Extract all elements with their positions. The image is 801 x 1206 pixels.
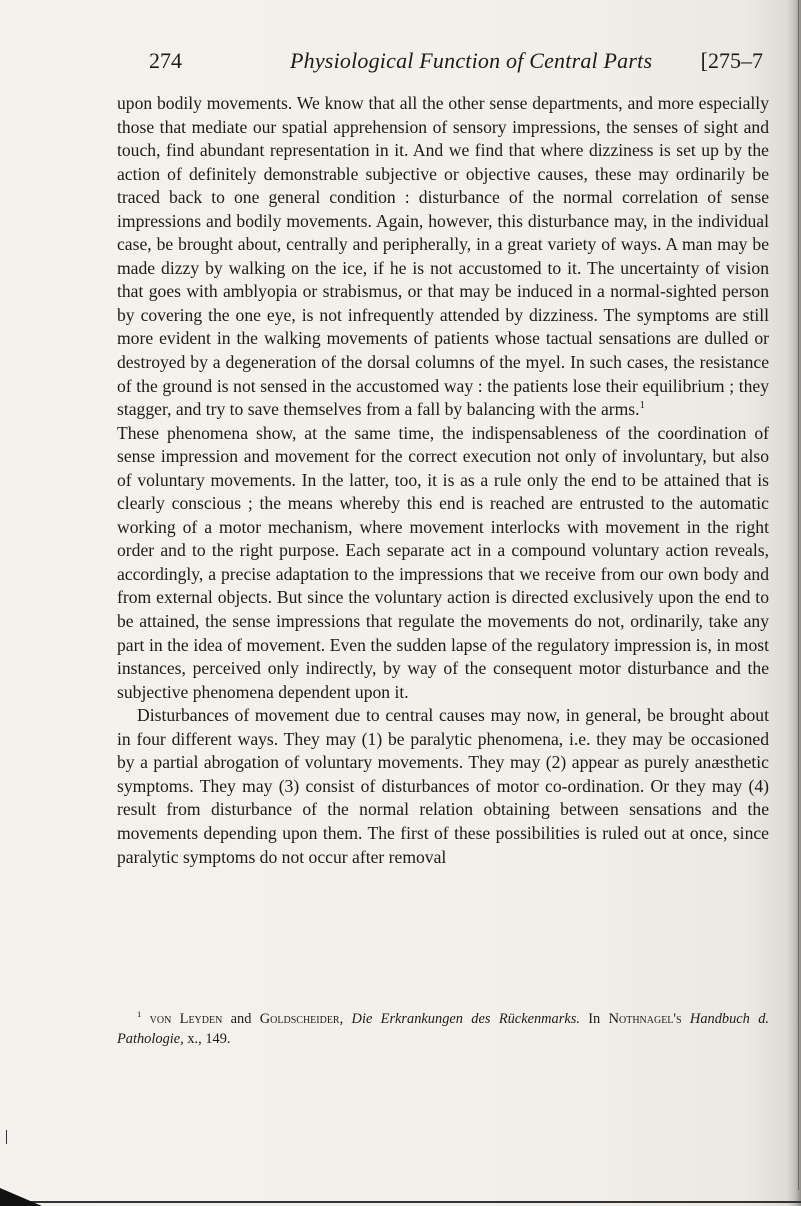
- scan-bottom-edge: [20, 1201, 801, 1203]
- footnote-separator: ,: [339, 1011, 352, 1027]
- footnote-in: In: [579, 1011, 609, 1027]
- footnote-number: 1: [137, 1009, 142, 1020]
- paragraph-1-text: upon bodily movements. We know that all the other sense departments, and more especially those that mediate our spatial apprehension of sensory impressions, the senses of sight and touch, find abundant representation in it. And we find that where dizziness is set up by the action of definitely demonstrable subjective or objective causes, these may ordinarily be traced back to one general condition : disturbance of the normal correlation of sense impressions and bodily movements. Again, however, this disturbance may, in the individual case, be brought about, centrally and peripherally, in a great variety of ways. A man may be made dizzy by walking on the ice, if he is not accustomed to it. The uncertainty of vision that goes with amblyopia or strabismus, or that may be induced in a normal-sighted person by covering the one eye, is not infrequently attended by dizziness. The symptoms are still more evident in the walking movements of patients whose tactual sensations are dulled or destroyed by a degeneration of the dorsal columns of the myel. In such cases, the resistance of the ground is not sensed in the accustomed way : the patients lose their equilibrium ; they stagger, and try to save themselves from a fall by balancing with the arms.: [117, 93, 769, 420]
- footnote-author-2: Goldscheider: [259, 1011, 340, 1027]
- scan-tick-mark: [6, 1130, 7, 1144]
- paragraph-2: These phenomena show, at the same time, the indispensableness of the coordination of sense impression and movement for the correct execution not only of involuntary, but also of voluntary movements. In the latter, too, it is as a rule only the end to be attained that is clearly conscious ; the means whereby this end is reached are entrusted to the automatic working of a motor mechanism, where movement interlocks with movement in the right order and to the right purpose. Each separate act in a compound voluntary action reveals, accordingly, a precise adaptation to the impressions that we receive from our own body and from external objects. But since the voluntary action is directed exclusively upon the end to be attained, the sense impressions that regulate the movements do not, ordinarily, take any part in the idea of movement. Even the sudden lapse of the regulatory impression is, in most instances, perceived only indirectly, by way of the consequent motor disturbance and the subjective phenomena dependent upon it.: [117, 422, 769, 702]
- footnote-space: [682, 1011, 690, 1027]
- paragraph-3: Disturbances of movement due to central causes may now, in general, be brought about in four different ways. They may (1) be paralytic phenomena, i.e. they may be occasioned by a partial abrogation of voluntary movements. They may (2) appear as purely anæsthetic symptoms. They may (3) consist of disturbances of motor co-ordination. Or they may (4) result from disturbance of the normal relation obtaining between sensations and the movements depending upon them. The first of these possibilities is ruled out at once, since paralytic symptoms do not occur after removal: [117, 705, 769, 867]
- footnote-author-1: von Leyden: [149, 1011, 223, 1027]
- page-edge-line: [798, 0, 799, 1190]
- footnote-text: [117, 1010, 769, 1049]
- footnote-and: and: [222, 1011, 260, 1027]
- page-number: 274: [149, 48, 182, 73]
- running-title: Physiological Function of Central Parts: [290, 48, 653, 73]
- paragraph-1: [117, 92, 769, 422]
- footnote-reference: 1: [639, 400, 645, 412]
- page-range: [275–7: [700, 48, 763, 73]
- body-text: [117, 92, 769, 869]
- footnote-editor: Nothnagel's: [608, 1011, 682, 1027]
- running-header: [149, 48, 769, 82]
- scan-corner-mark: [0, 1188, 42, 1206]
- footnote: [117, 1010, 769, 1049]
- footnote-volume-pages: x., 149.: [183, 1030, 231, 1047]
- footnote-series-title: Handbuch d. Pathologie,: [117, 1011, 769, 1047]
- footnote-work-title: Die Erkrankungen des Rückenmarks.: [351, 1011, 580, 1027]
